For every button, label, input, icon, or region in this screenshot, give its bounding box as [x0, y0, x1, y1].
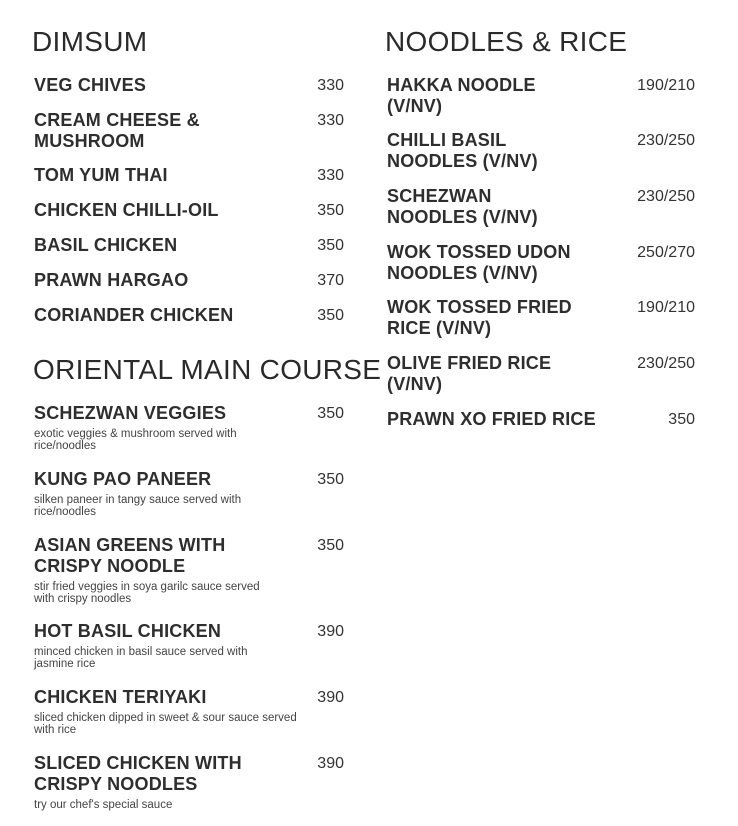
item-price: 350 [317, 405, 344, 422]
dimsum-item-basil-chicken [34, 235, 344, 256]
item-price: 330 [317, 167, 344, 184]
item-description: sliced chicken dipped in sweet & sour sauce served with rice [34, 712, 297, 736]
item-name: PRAWN XO FRIED RICE [387, 409, 596, 429]
noodles-title: NOODLES & RICE [385, 26, 628, 57]
item-name: WOK TOSSED FRIED RICE (V/NV) [387, 297, 572, 338]
noodles-item-schezwan-noodles [387, 186, 695, 228]
noodles-item-wok-tossed-udon [387, 242, 695, 284]
item-name: CHICKEN TERIYAKI [34, 687, 207, 707]
oriental-item-sliced-chicken [34, 753, 344, 811]
item-price: 230/250 [637, 355, 695, 372]
dimsum-item-prawn-hargao [34, 270, 344, 291]
item-name: CREAM CHEESE & MUSHROOM [34, 110, 200, 151]
item-price: 250/270 [637, 244, 695, 261]
noodles-item-chilli-basil-noodles [387, 130, 695, 172]
item-description: stir fried veggies in soya garilc sauce served with crispy noodles [34, 581, 260, 605]
item-name: BASIL CHICKEN [34, 235, 178, 255]
item-name: CORIANDER CHICKEN [34, 305, 234, 325]
item-name: PRAWN HARGAO [34, 270, 189, 290]
oriental-item-hot-basil-chicken [34, 621, 344, 670]
item-description: minced chicken in basil sauce served with jasmine rice [34, 646, 248, 670]
item-price: 350 [317, 471, 344, 488]
item-price: 230/250 [637, 188, 695, 205]
item-price: 350 [317, 537, 344, 554]
item-name: HOT BASIL CHICKEN [34, 621, 222, 641]
dimsum-item-chicken-chilli-oil [34, 200, 344, 221]
item-name: SCHEZWAN VEGGIES [34, 403, 227, 423]
item-price: 350 [317, 202, 344, 219]
item-name: TOM YUM THAI [34, 165, 168, 185]
item-name: ASIAN GREENS WITH CRISPY NOODLE [34, 535, 226, 576]
noodles-item-hakka-noodle [387, 75, 695, 117]
oriental-item-kung-pao-paneer [34, 469, 344, 518]
item-name: CHILLI BASIL NOODLES (V/NV) [387, 130, 538, 171]
item-price: 390 [317, 755, 344, 772]
item-price: 390 [317, 689, 344, 706]
item-description: exotic veggies & mushroom served with rice/noodles [34, 428, 237, 452]
noodles-item-wok-tossed-fried-rice [387, 297, 695, 339]
item-name: SLICED CHICKEN WITH CRISPY NOODLES [34, 753, 242, 794]
item-price: 190/210 [637, 299, 695, 316]
item-name: CHICKEN CHILLI-OIL [34, 200, 219, 220]
item-price: 390 [317, 623, 344, 640]
item-name: VEG CHIVES [34, 75, 147, 95]
item-price: 350 [668, 411, 695, 428]
noodles-item-olive-fried-rice [387, 353, 695, 395]
noodles-item-prawn-xo-fried-rice [387, 409, 695, 430]
dimsum-item-coriander-chicken [34, 305, 344, 326]
item-name: OLIVE FRIED RICE (V/NV) [387, 353, 552, 394]
item-price: 330 [317, 77, 344, 94]
item-name: HAKKA NOODLE (V/NV) [387, 75, 536, 116]
dimsum-item-veg-chives [34, 75, 344, 96]
item-price: 230/250 [637, 132, 695, 149]
oriental-item-schezwan-veggies [34, 403, 344, 452]
dimsum-title: DIMSUM [32, 26, 148, 57]
dimsum-item-cream-cheese-mushroom [34, 110, 344, 152]
item-name: SCHEZWAN NOODLES (V/NV) [387, 186, 538, 227]
oriental-item-asian-greens [34, 535, 344, 605]
item-name: KUNG PAO PANEER [34, 469, 212, 489]
item-price: 350 [317, 307, 344, 324]
item-description: try our chef's special sauce [34, 799, 173, 811]
item-name: WOK TOSSED UDON NOODLES (V/NV) [387, 242, 571, 283]
item-price: 190/210 [637, 77, 695, 94]
item-description: silken paneer in tangy sauce served with rice/noodles [34, 494, 242, 518]
item-price: 330 [317, 112, 344, 129]
oriental-item-chicken-teriyaki [34, 687, 344, 736]
item-price: 370 [317, 272, 344, 289]
item-price: 350 [317, 237, 344, 254]
oriental-title: ORIENTAL MAIN COURSE [33, 354, 382, 385]
dimsum-item-tom-yum-thai [34, 165, 344, 186]
